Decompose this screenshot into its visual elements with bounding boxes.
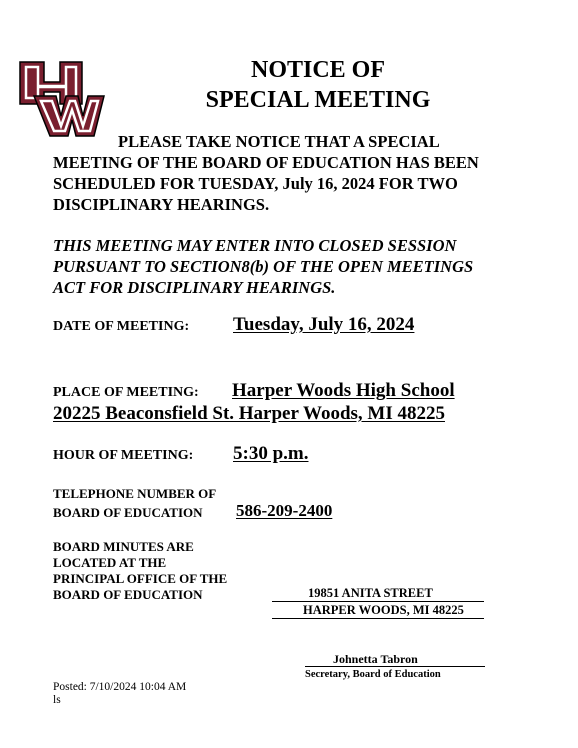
notice-line-3: SCHEDULED FOR TUESDAY, July 16, 2024 FOR TWO	[53, 174, 458, 193]
signature-name: Johnetta Tabron	[333, 652, 418, 666]
hour-value: 5:30 p.m.	[233, 443, 309, 464]
minutes-label-line-3: PRINCIPAL OFFICE OF THE	[53, 571, 228, 586]
signature-title: Secretary, Board of Education	[305, 669, 441, 680]
hw-logo-mark	[20, 62, 104, 136]
closed-session-line-2: PURSUANT TO SECTION8(b) OF THE OPEN MEETINGS	[53, 257, 474, 276]
title-line-2: SPECIAL MEETING	[205, 87, 431, 113]
minutes-label-line-4: BOARD OF EDUCATION	[53, 587, 203, 602]
phone-value: 586-209-2400	[236, 501, 333, 520]
notice-line-4: DISCIPLINARY HEARINGS.	[53, 195, 270, 214]
date-label: DATE OF MEETING:	[53, 319, 190, 334]
place-line-2: 20225 Beaconsfield St. Harper Woods, MI 48225	[53, 403, 445, 424]
hour-label: HOUR OF MEETING:	[53, 448, 194, 463]
posted-initials: ls	[53, 694, 61, 706]
address-line-1: 19851 ANITA STREET	[308, 586, 433, 600]
place-line-1: Harper Woods High School	[232, 380, 455, 401]
title-line-1: NOTICE OF	[250, 57, 385, 83]
place-label: PLACE OF MEETING:	[53, 385, 199, 400]
notice-line-1: PLEASE TAKE NOTICE THAT A SPECIAL	[118, 132, 440, 151]
address-rule-1	[272, 601, 484, 602]
posted-timestamp: Posted: 7/10/2024 10:04 AM	[53, 681, 187, 693]
date-value: Tuesday, July 16, 2024	[233, 314, 415, 335]
phone-label-line-2: BOARD OF EDUCATION	[53, 505, 203, 520]
closed-session-line-1: THIS MEETING MAY ENTER INTO CLOSED SESSION	[53, 236, 457, 255]
closed-session-line-3: ACT FOR DISCIPLINARY HEARINGS.	[53, 278, 336, 297]
phone-label-line-1: TELEPHONE NUMBER OF	[53, 486, 217, 501]
minutes-label-line-1: BOARD MINUTES ARE	[53, 539, 194, 554]
minutes-label-line-2: LOCATED AT THE	[53, 555, 167, 570]
hw-logo	[16, 58, 106, 140]
notice-line-2: MEETING OF THE BOARD OF EDUCATION HAS BEEN	[53, 153, 479, 172]
address-rule-2	[272, 618, 484, 619]
address-line-2: HARPER WOODS, MI 48225	[303, 603, 464, 617]
